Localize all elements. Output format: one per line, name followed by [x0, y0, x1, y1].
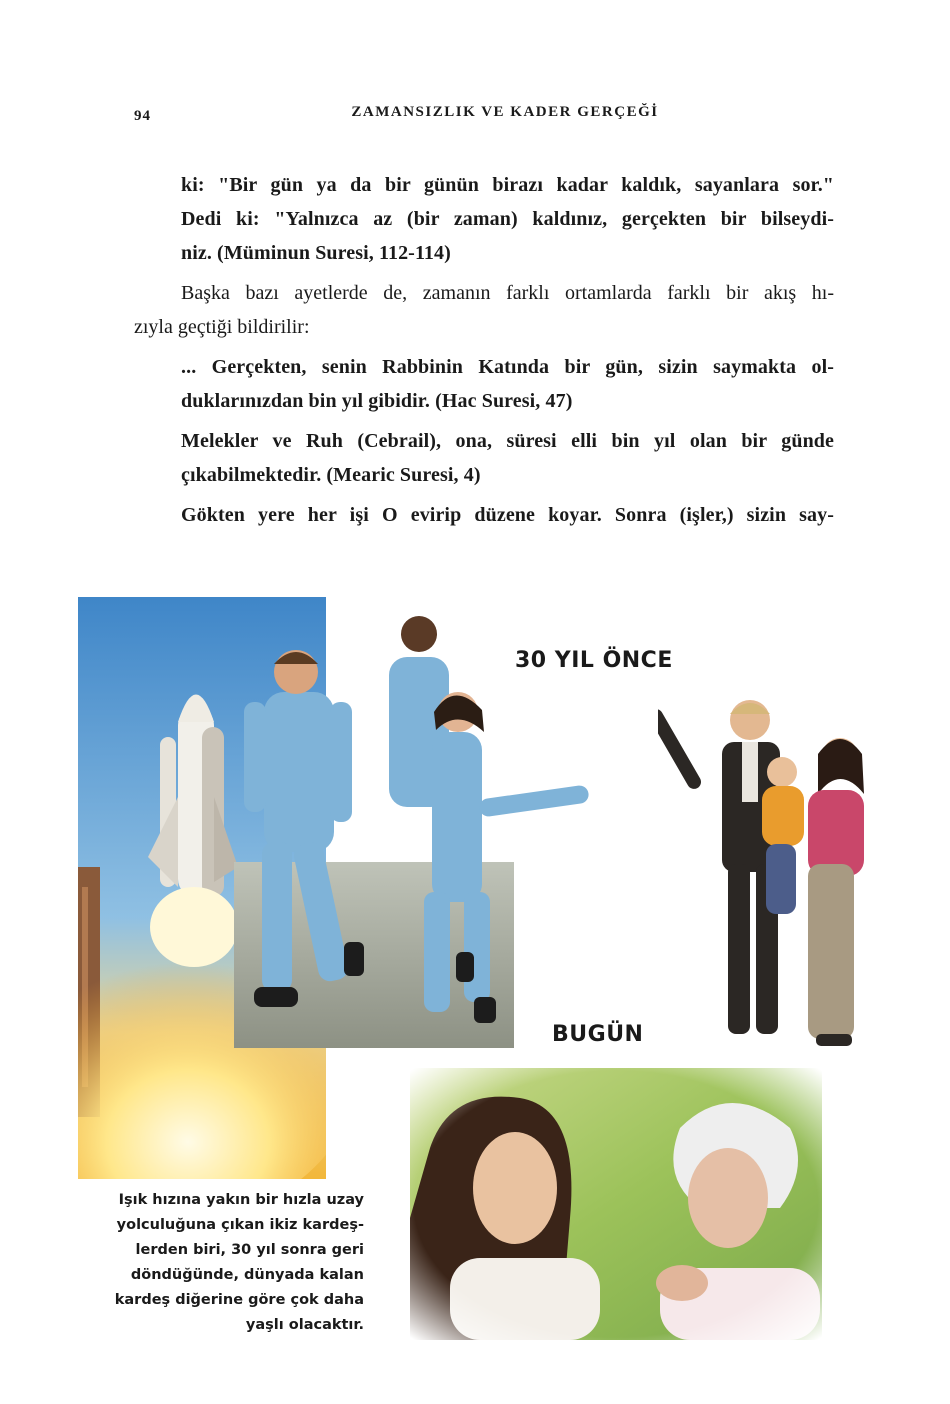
body-paragraph: [134, 276, 834, 344]
text-line: Gökten yere her işi O evirip düzene koyar. Sonra (işler,) sizin say-: [181, 504, 834, 526]
text-line: duklarınızdan bin yıl gibidir. (Hac Suresi, 47): [181, 390, 573, 412]
text-line: Başka bazı ayetlerde de, zamanın farklı ortamlarda farklı bir akış hı-: [181, 282, 834, 304]
quote-paragraph: [181, 498, 834, 532]
quote-paragraph: [181, 168, 834, 270]
caption-line: yaşlı olacaktır.: [245, 1317, 364, 1333]
page-number: 94: [134, 108, 151, 124]
women-photo: [410, 1068, 822, 1340]
caption-line: lerden biri, 30 yıl sonra geri: [135, 1242, 364, 1258]
text-line: niz. (Müminun Suresi, 112-114): [181, 242, 451, 264]
caption-line: kardeş diğerine göre çok daha: [114, 1292, 364, 1308]
caption-line: Işık hızına yakın bir hızla uzay: [118, 1192, 364, 1208]
caption-line: yolculuğuna çıkan ikiz kardeş-: [116, 1217, 364, 1233]
text-line: Dedi ki: "Yalnızca az (bir zaman) kaldınız, gerçekten bir bilseydi-: [181, 208, 834, 230]
running-title: ZAMANSIZLIK VE KADER GERÇEĞİ: [351, 104, 659, 120]
body-text: [134, 168, 834, 538]
quote-paragraph: [181, 424, 834, 492]
text-line: Melekler ve Ruh (Cebrail), ona, süresi elli bin yıl olan bir günde: [181, 430, 834, 452]
label-today: BUGÜN: [552, 1022, 644, 1047]
quote-paragraph: [181, 350, 834, 418]
family-photo: [658, 694, 868, 1058]
label-30-years-ago: 30 YIL ÖNCE: [515, 648, 673, 673]
caption-line: döndüğünde, dünyada kalan: [130, 1267, 364, 1283]
text-line: ... Gerçekten, senin Rabbinin Katında bir gün, sizin saymakta ol-: [181, 356, 834, 378]
figure-caption: [90, 1188, 364, 1338]
astronauts-photo: [234, 612, 604, 1048]
text-line: çıkabilmektedir. (Mearic Suresi, 4): [181, 464, 481, 486]
text-line: zıyla geçtiği bildirilir:: [134, 316, 310, 338]
text-line: ki: "Bir gün ya da bir günün birazı kadar kaldık, sayanlara sor.": [181, 174, 834, 196]
